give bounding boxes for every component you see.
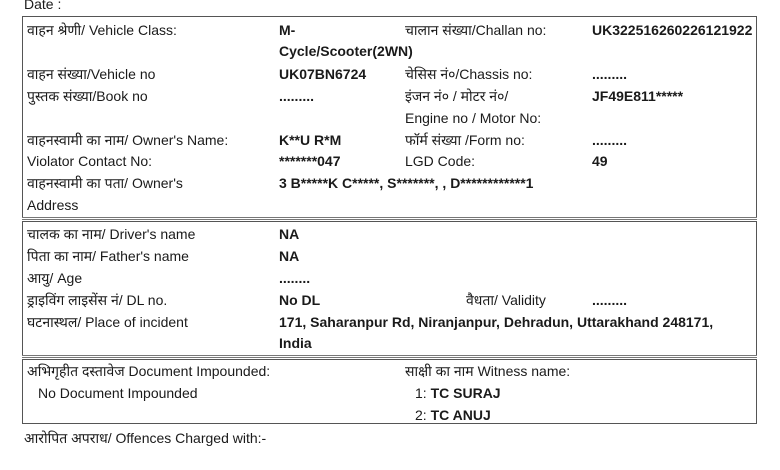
witness-name-label: साक्षी का नाम Witness name:	[405, 363, 571, 379]
form-no-value: .........	[592, 132, 628, 148]
driver-name-label: चालक का नाम/ Driver's name	[27, 226, 196, 242]
document-impounded-value: No Document Impounded	[38, 385, 198, 401]
owner-name-label: वाहनस्वामी का नाम/ Owner's Name:	[27, 132, 229, 148]
owner-address-label: वाहनस्वामी का पता/ Owner's	[27, 175, 183, 191]
owner-name-value: K**U R*M	[279, 132, 342, 148]
father-name-value: NA	[279, 248, 300, 264]
vehicle-class-value-cont: Cycle/Scooter(2WN)	[279, 43, 413, 59]
violator-contact-value: *******047	[279, 153, 341, 169]
offences-charged-label: आरोपित अपराध/ Offences Charged with:-	[24, 430, 267, 446]
age-label: आयु/ Age	[27, 270, 83, 286]
validity-label: वैधता/ Validity	[466, 292, 546, 308]
section-divider	[22, 355, 757, 358]
owner-address-value: 3 B*****K C*****, S*******, , D************1	[279, 175, 534, 191]
book-no-value: .........	[279, 88, 315, 104]
form-no-label: फॉर्म संख्या /Form no:	[405, 132, 525, 148]
engine-no-label: इंजन नं० / मोटर नं०/	[405, 88, 509, 104]
date-label: Date :	[24, 0, 62, 12]
section-divider	[22, 217, 757, 220]
engine-no-value: JF49E811*****	[592, 88, 684, 104]
witness-2-name: TC ANUJ	[430, 407, 491, 423]
dl-no-label: ड्राइविंग लाइसेंस नं/ DL no.	[27, 292, 168, 308]
engine-no-label-cont: Engine no / Motor No:	[405, 110, 542, 126]
validity-value: .........	[592, 292, 628, 308]
violator-contact-label: Violator Contact No:	[27, 153, 153, 169]
witness-2	[415, 405, 491, 426]
witness-2-number: 2:	[415, 407, 431, 423]
driver-name-value: NA	[279, 226, 300, 242]
vehicle-no-value: UK07BN6724	[279, 66, 367, 82]
witness-1-number: 1:	[415, 385, 431, 401]
dl-no-value: No DL	[279, 292, 321, 308]
owner-address-label-cont: Address	[27, 197, 79, 213]
father-name-label: पिता का नाम/ Father's name	[27, 248, 189, 264]
witness-1	[415, 383, 501, 404]
lgd-code-value: 49	[592, 153, 608, 169]
place-of-incident-label: घटनास्थल/ Place of incident	[27, 314, 188, 330]
place-of-incident-value: 171, Saharanpur Rd, Niranjanpur, Dehradun, Uttarakhand 248171,	[279, 314, 714, 330]
chassis-no-value: .........	[592, 66, 628, 82]
book-no-label: पुस्तक संख्या/Book no	[27, 88, 148, 104]
witness-1-name: TC SURAJ	[430, 385, 501, 401]
challan-no-label: चालान संख्या/Challan no:	[405, 22, 547, 38]
place-of-incident-value-cont: India	[279, 335, 312, 351]
lgd-code-label: LGD Code:	[405, 153, 476, 169]
age-value: ........	[279, 270, 311, 286]
challan-no-value: UK322516260226121922	[592, 22, 753, 38]
chassis-no-label: चेसिस नं०/Chassis no:	[405, 66, 533, 82]
vehicle-no-label: वाहन संख्या/Vehicle no	[27, 66, 156, 82]
vehicle-class-label: वाहन श्रेणी/ Vehicle Class:	[27, 22, 177, 38]
document-impounded-label: अभिगृहीत दस्तावेज Document Impounded:	[27, 363, 271, 379]
vehicle-class-value: M-	[279, 22, 296, 38]
